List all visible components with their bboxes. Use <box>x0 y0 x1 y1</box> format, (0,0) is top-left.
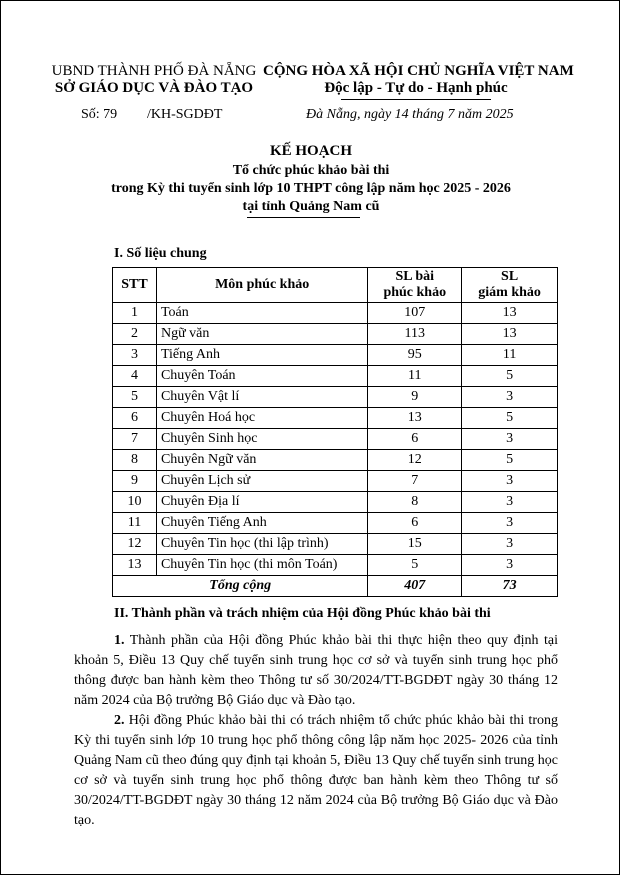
doc-subtitle-line2: trong Kỳ thi tuyển sinh lớp 10 THPT công lập năm học 2025 - 2026 <box>111 181 511 196</box>
nation-name: CỘNG HÒA XÃ HỘI CHỦ NGHĨA VIỆT NAM <box>263 63 574 79</box>
table-row <box>113 471 558 492</box>
col-header-examiners-line2: giám khảo <box>478 285 541 300</box>
table-row <box>113 513 558 534</box>
cell-examiners: 5 <box>462 366 558 387</box>
doc-number-code: /KH-SGDĐT <box>147 107 223 122</box>
table-row <box>113 366 558 387</box>
cell-subject: Chuyên Địa lí <box>156 492 367 513</box>
cell-examiners: 3 <box>462 471 558 492</box>
table-row <box>113 534 558 555</box>
total-examiners: 73 <box>462 576 558 597</box>
table-row <box>113 450 558 471</box>
cell-stt: 7 <box>113 429 157 450</box>
col-header-subject: Môn phúc khảo <box>156 268 367 303</box>
col-header-papers-line1: SL bài <box>395 269 435 284</box>
cell-stt: 3 <box>113 345 157 366</box>
paragraph-1-text: Thành phần của Hội đồng Phúc khảo bài thi thực hiện theo quy định tại khoản 5, Điều 13 Quy chế tuyển sinh trung học cơ sở và tuyển sinh trung học phổ thông được ban hành kèm theo Thông tư số 30/2024/TT-BGDĐT ngày 30 tháng 12 năm 2024 của Bộ trưởng Bộ Giáo dục và Đào tạo. <box>74 633 558 708</box>
cell-subject: Chuyên Tin học (thi lập trình) <box>156 534 367 555</box>
col-header-stt: STT <box>113 268 157 303</box>
cell-examiners: 3 <box>462 429 558 450</box>
table-total-row <box>113 576 558 597</box>
cell-examiners: 5 <box>462 450 558 471</box>
cell-examiners: 3 <box>462 492 558 513</box>
table-row <box>113 492 558 513</box>
cell-examiners: 3 <box>462 513 558 534</box>
cell-papers: 13 <box>368 408 462 429</box>
cell-stt: 2 <box>113 324 157 345</box>
cell-subject: Tiếng Anh <box>156 345 367 366</box>
table-row <box>113 345 558 366</box>
cell-papers: 15 <box>368 534 462 555</box>
cell-examiners: 5 <box>462 408 558 429</box>
place-date: Đà Nẵng, ngày 14 tháng 7 năm 2025 <box>306 107 514 122</box>
cell-papers: 9 <box>368 387 462 408</box>
table-row <box>113 429 558 450</box>
cell-stt: 10 <box>113 492 157 513</box>
cell-stt: 4 <box>113 366 157 387</box>
cell-subject: Chuyên Vật lí <box>156 387 367 408</box>
doc-subtitle-line1: Tổ chức phúc khảo bài thi <box>232 163 390 178</box>
table-row <box>113 408 558 429</box>
table-row <box>113 387 558 408</box>
table-row <box>113 555 558 576</box>
col-header-papers <box>368 268 462 303</box>
cell-examiners: 3 <box>462 534 558 555</box>
section2-paragraph-2 <box>74 711 558 831</box>
cell-stt: 13 <box>113 555 157 576</box>
table-header-row <box>113 268 558 303</box>
cell-subject: Ngữ văn <box>156 324 367 345</box>
total-papers: 407 <box>368 576 462 597</box>
paragraph-1-number: 1. <box>114 633 125 648</box>
cell-examiners: 3 <box>462 387 558 408</box>
cell-papers: 6 <box>368 429 462 450</box>
section2-paragraph-1 <box>74 631 558 711</box>
col-header-examiners <box>462 268 558 303</box>
total-label: Tổng cộng <box>113 576 368 597</box>
cell-stt: 9 <box>113 471 157 492</box>
cell-papers: 107 <box>368 303 462 324</box>
cell-examiners: 11 <box>462 345 558 366</box>
cell-papers: 5 <box>368 555 462 576</box>
nation-motto: Độc lập - Tự do - Hạnh phúc <box>324 80 508 96</box>
doc-title: KẾ HOẠCH <box>269 143 353 159</box>
cell-papers: 113 <box>368 324 462 345</box>
cell-stt: 5 <box>113 387 157 408</box>
review-table <box>112 267 558 597</box>
org-name-line2: SỞ GIÁO DỤC VÀ ĐÀO TẠO <box>54 80 254 96</box>
table-row <box>113 324 558 345</box>
cell-subject: Chuyên Toán <box>156 366 367 387</box>
cell-papers: 8 <box>368 492 462 513</box>
cell-subject: Chuyên Tiếng Anh <box>156 513 367 534</box>
cell-subject: Chuyên Ngữ văn <box>156 450 367 471</box>
doc-number-label: Số: 79 <box>81 107 118 122</box>
paragraph-2-number: 2. <box>114 713 125 728</box>
table-row <box>113 303 558 324</box>
cell-papers: 6 <box>368 513 462 534</box>
cell-stt: 1 <box>113 303 157 324</box>
cell-subject: Chuyên Tin học (thi môn Toán) <box>156 555 367 576</box>
paragraph-2-text: Hội đồng Phúc khảo bài thi có trách nhiệm tổ chức phúc khảo bài thi trong Kỳ thi tuyển sinh lớp 10 trung học phổ thông công lập năm học 2025- 2026 của tỉnh Quảng Nam cũ theo đúng quy định tại khoản 5, Điều 13 Quy chế tuyển sinh trung học cơ sở và tuyển sinh trung học phổ thông được ban hành kèm theo Thông tư số 30/2024/TT-BGDĐT ngày 30 tháng 12 năm 2024 của Bộ trưởng Bộ Giáo dục và Đào tạo. <box>74 713 558 828</box>
cell-stt: 8 <box>113 450 157 471</box>
cell-subject: Chuyên Hoá học <box>156 408 367 429</box>
cell-stt: 6 <box>113 408 157 429</box>
doc-subtitle-line3: tại tỉnh Quảng Nam cũ <box>242 199 380 214</box>
cell-examiners: 3 <box>462 555 558 576</box>
cell-stt: 12 <box>113 534 157 555</box>
title-underline <box>247 217 360 218</box>
section1-heading: I. Số liệu chung <box>114 246 207 261</box>
cell-papers: 11 <box>368 366 462 387</box>
motto-underline <box>341 99 491 100</box>
cell-papers: 7 <box>368 471 462 492</box>
cell-examiners: 13 <box>462 303 558 324</box>
section2-heading: II. Thành phần và trách nhiệm của Hội đồng Phúc khảo bài thi <box>114 606 491 621</box>
col-header-examiners-line1: SL <box>501 269 519 284</box>
cell-papers: 95 <box>368 345 462 366</box>
org-name-line1: UBND THÀNH PHỐ ĐÀ NẴNG <box>51 63 257 79</box>
col-header-papers-line2: phúc khảo <box>383 285 447 300</box>
cell-papers: 12 <box>368 450 462 471</box>
cell-subject: Toán <box>156 303 367 324</box>
cell-examiners: 13 <box>462 324 558 345</box>
cell-stt: 11 <box>113 513 157 534</box>
cell-subject: Chuyên Lịch sử <box>156 471 367 492</box>
cell-subject: Chuyên Sinh học <box>156 429 367 450</box>
